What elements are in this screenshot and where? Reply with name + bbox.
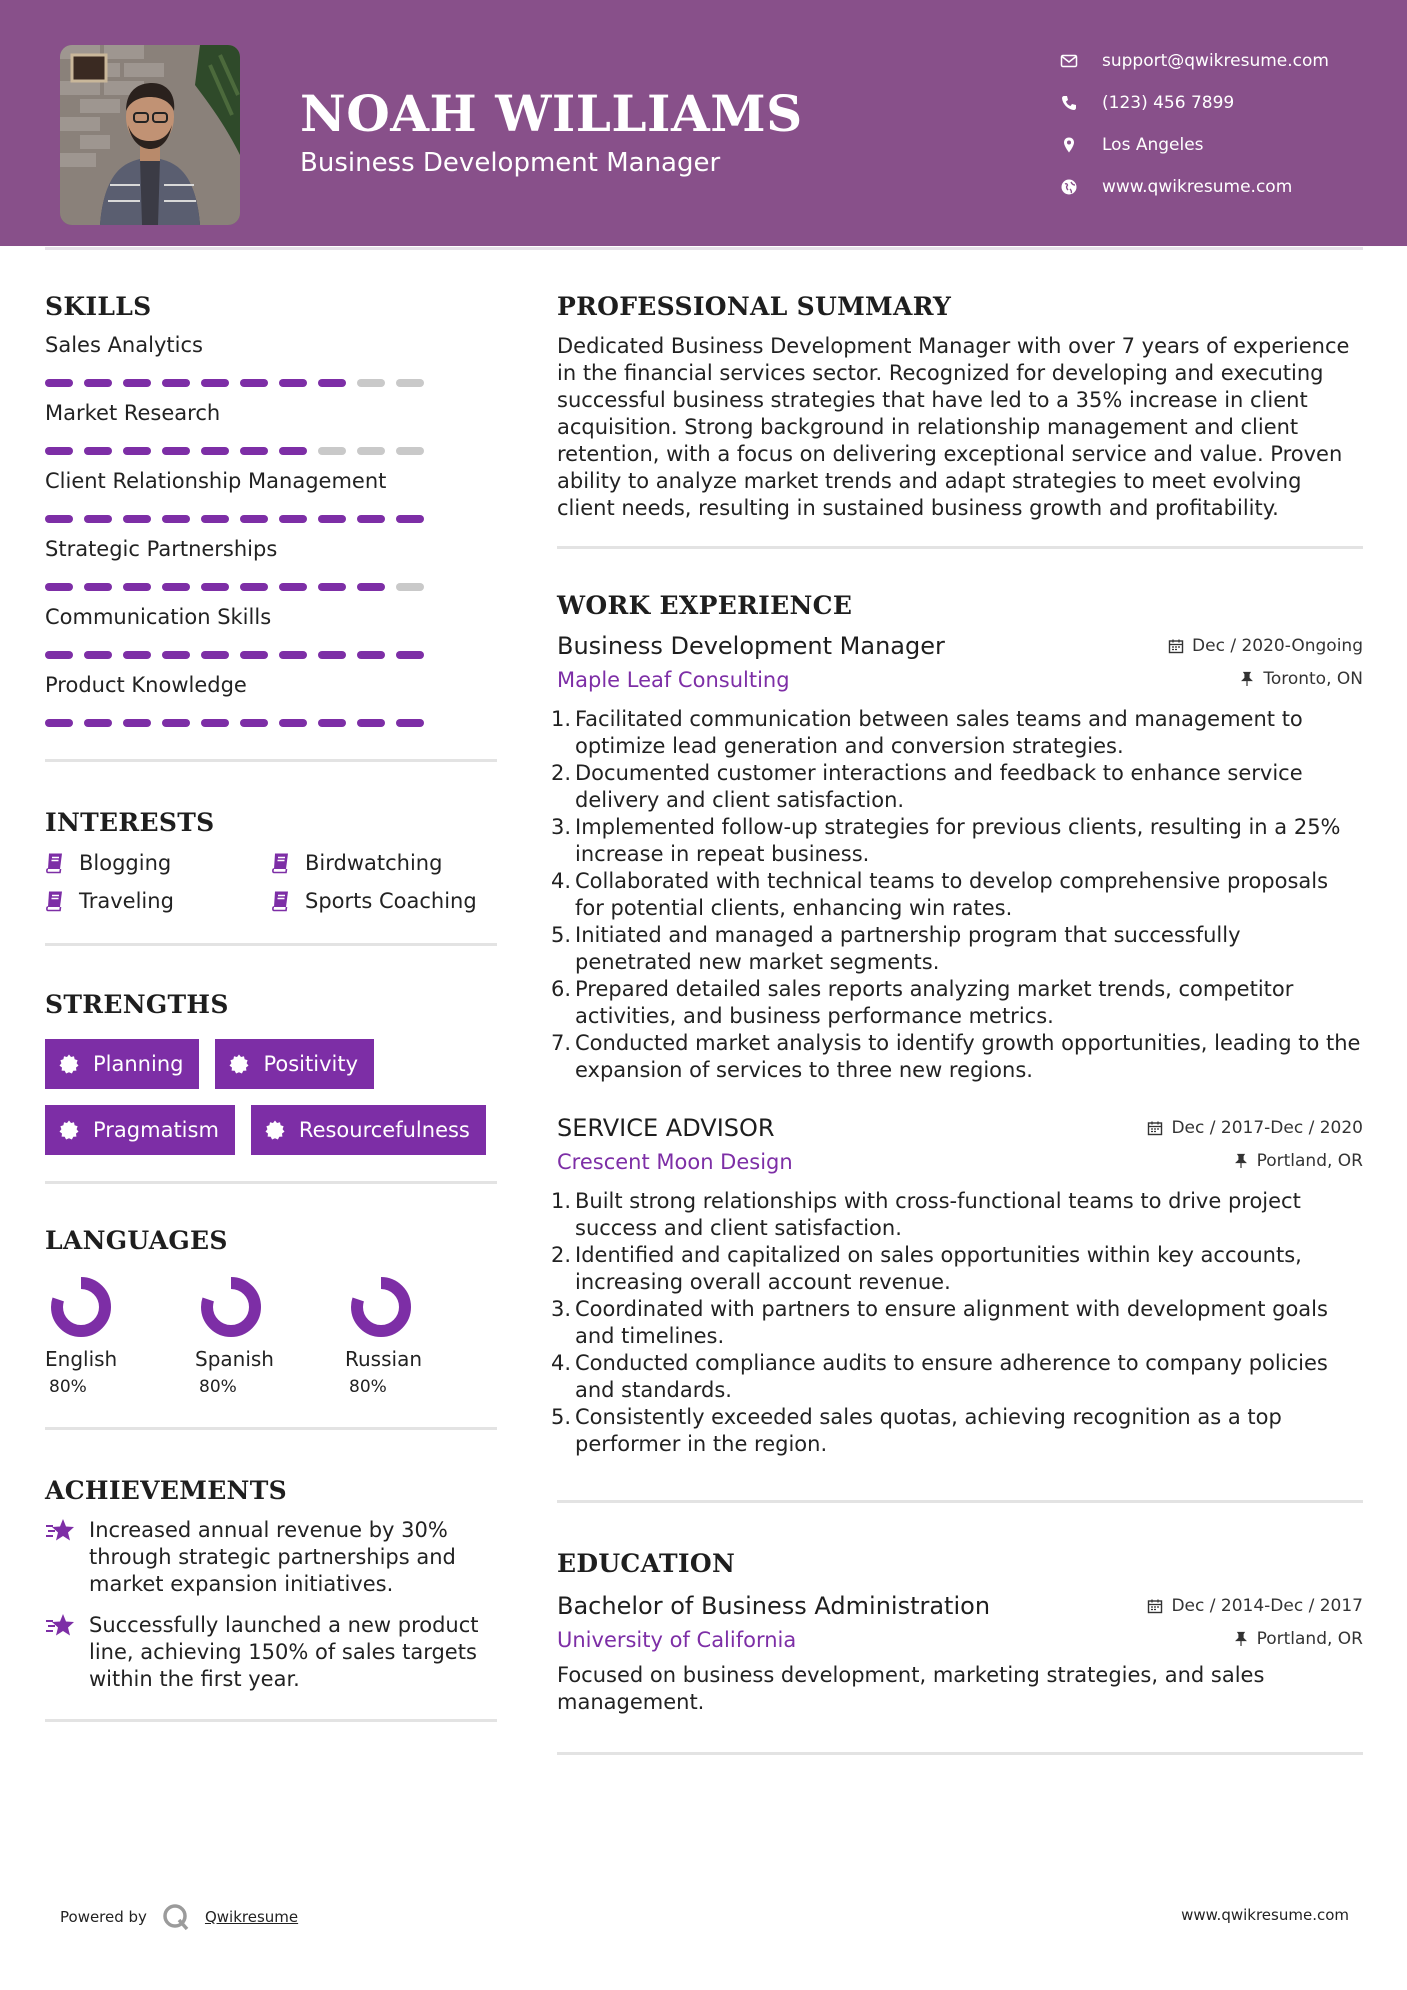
strength-label: Planning [93, 1052, 184, 1076]
job-location [1239, 669, 1363, 689]
skill-dot-filled [357, 583, 385, 591]
language-level: 80% [49, 1377, 87, 1397]
badge-icon [59, 1054, 79, 1074]
skill-dot-filled [396, 515, 424, 523]
achievements-title: ACHIEVEMENTS [45, 1476, 287, 1505]
skill-dot-filled [396, 719, 424, 727]
pushpin-icon [1233, 1153, 1249, 1169]
qwikresume-link[interactable]: Qwikresume [204, 1908, 299, 1926]
languages-section [45, 1226, 497, 1397]
skill-level-bar [45, 379, 497, 387]
skill-dot-filled [201, 515, 229, 523]
skill-level-bar [45, 651, 497, 659]
skill-dot-filled [318, 583, 346, 591]
strength-label: Resourcefulness [298, 1118, 470, 1142]
skill-dot-filled [84, 447, 112, 455]
language-gauge [349, 1275, 413, 1339]
phone-icon [1060, 94, 1078, 112]
summary-section [557, 292, 1363, 522]
language-item [45, 1275, 195, 1397]
job-head [557, 1114, 1363, 1142]
skill-dot-filled [240, 379, 268, 387]
skill-dot-filled [279, 651, 307, 659]
skill-dot-filled [201, 651, 229, 659]
badge-icon [229, 1054, 249, 1074]
skill-dot-filled [201, 583, 229, 591]
map-pin-icon [1060, 136, 1078, 154]
language-name: Russian [345, 1347, 423, 1371]
duty-item: Conducted compliance audits to ensure adherence to company policies and standards. [575, 1351, 1328, 1402]
skills-list [45, 333, 497, 727]
languages-title: LANGUAGES [45, 1226, 228, 1255]
company-name: Maple Leaf Consulting [557, 668, 790, 692]
duties-list [557, 706, 1363, 1084]
duty-item: Prepared detailed sales reports analyzing market trends, competitor activities, and business performance metrics. [575, 977, 1294, 1028]
school-name: University of California [557, 1628, 797, 1652]
languages-list [45, 1275, 497, 1397]
skill-dot-empty [396, 379, 424, 387]
skill-name: Strategic Partnerships [45, 537, 278, 561]
contact-website[interactable] [1060, 166, 1400, 208]
duty-item: Implemented follow-up strategies for previous clients, resulting in a 25% increase in repeat business. [575, 815, 1341, 866]
job-date-text: Dec / 2017-Dec / 2020 [1171, 1118, 1363, 1138]
star-icon [45, 1517, 75, 1545]
interest-label: Traveling [79, 889, 174, 913]
skill-dot-filled [123, 379, 151, 387]
achievements-list [45, 1517, 497, 1693]
skill-dot-filled [162, 515, 190, 523]
contact-email[interactable] [1060, 40, 1400, 82]
job-date [1147, 1118, 1363, 1138]
education-section [557, 1549, 1363, 1716]
candidate-name: NOAH WILLIAMS [300, 84, 803, 143]
education-location-text: Portland, OR [1256, 1629, 1363, 1649]
skill-item [45, 605, 497, 659]
contact-location-text: Los Angeles [1102, 135, 1204, 155]
job-entry [557, 632, 1363, 1084]
footer-url[interactable]: www.qwikresume.com [1181, 1906, 1349, 1924]
language-gauge-arc [57, 1283, 105, 1331]
qwikresume-logo-icon [161, 1902, 191, 1932]
job-subhead [557, 668, 1363, 692]
section-divider [557, 1752, 1363, 1755]
book-icon [45, 890, 65, 912]
strength-chip [45, 1105, 235, 1155]
skill-dot-filled [84, 515, 112, 523]
skill-dot-filled [123, 651, 151, 659]
strengths-title: STRENGTHS [45, 990, 229, 1019]
skill-dot-empty [357, 447, 385, 455]
skill-dot-filled [240, 447, 268, 455]
skill-item [45, 333, 497, 387]
skill-dot-filled [240, 719, 268, 727]
job-location [1233, 1151, 1363, 1171]
profile-photo [60, 45, 240, 225]
job-subhead [557, 1150, 1363, 1174]
skill-dot-filled [162, 447, 190, 455]
skill-dot-filled [318, 719, 346, 727]
skill-dot-empty [318, 447, 346, 455]
skills-title: SKILLS [45, 292, 152, 321]
skill-dot-filled [84, 379, 112, 387]
skill-dot-filled [357, 719, 385, 727]
skill-dot-empty [396, 447, 424, 455]
powered-by-label: Powered by [60, 1908, 147, 1926]
skill-dot-filled [240, 651, 268, 659]
section-divider [45, 943, 497, 946]
contact-email-text: support@qwikresume.com [1102, 51, 1329, 71]
language-level: 80% [349, 1377, 387, 1397]
pushpin-icon [1239, 671, 1255, 687]
summary-text: Dedicated Business Development Manager with over 7 years of experience in the financial services sector. Recognized for developing and executing successful business strategies that have led to a 35% increase in client acquisition. Strong background in relationship management and client retention, with a focus on delivering exceptional service and value. Proven ability to analyze market trends and adapt strategies to meet evolving client needs, resulting in sustained business growth and profitability. [557, 334, 1350, 520]
achievement-item [45, 1517, 497, 1598]
interest-item [271, 889, 497, 913]
globe-icon [1060, 178, 1078, 196]
skill-dot-filled [357, 651, 385, 659]
jobs-list [557, 632, 1363, 1458]
section-divider [45, 1427, 497, 1430]
strength-chip [251, 1105, 486, 1155]
skill-level-bar [45, 583, 497, 591]
skill-dot-filled [45, 583, 73, 591]
skill-name: Sales Analytics [45, 333, 203, 357]
skill-dot-filled [357, 515, 385, 523]
interests-title: INTERESTS [45, 808, 215, 837]
skill-level-bar [45, 447, 497, 455]
skill-level-bar [45, 719, 497, 727]
skill-name: Market Research [45, 401, 221, 425]
right-column [557, 292, 1363, 1755]
duty-item: Built strong relationships with cross-functional teams to drive project success and client satisfaction. [575, 1189, 1301, 1240]
skill-dot-filled [162, 379, 190, 387]
skill-dot-filled [123, 515, 151, 523]
skill-dot-filled [45, 379, 73, 387]
duty-item: Conducted market analysis to identify growth opportunities, leading to the expansion of services to three new regions. [575, 1031, 1361, 1082]
badge-icon [265, 1120, 285, 1140]
duty-item: Coordinated with partners to ensure alignment with development goals and timelines. [575, 1297, 1328, 1348]
candidate-role: Business Development Manager [300, 148, 721, 178]
job-location-text: Portland, OR [1256, 1151, 1363, 1171]
skill-dot-filled [201, 447, 229, 455]
section-divider [45, 1719, 497, 1722]
skill-dot-filled [279, 583, 307, 591]
experience-section [557, 591, 1363, 1458]
achievements-section [45, 1476, 497, 1693]
skill-dot-filled [201, 379, 229, 387]
duty-item: Initiated and managed a partnership program that successfully penetrated new market segments. [575, 923, 1241, 974]
education-subhead [557, 1628, 1363, 1652]
calendar-icon [1147, 1120, 1163, 1136]
job-date [1168, 636, 1363, 656]
book-icon [271, 890, 291, 912]
skill-name: Product Knowledge [45, 673, 247, 697]
achievement-item [45, 1612, 497, 1693]
strength-label: Positivity [263, 1052, 358, 1076]
company-name: Crescent Moon Design [557, 1150, 793, 1174]
language-gauge-arc [357, 1283, 405, 1331]
skill-name: Client Relationship Management [45, 469, 387, 493]
contact-location [1060, 124, 1400, 166]
header-divider [45, 247, 1363, 250]
strength-chip [215, 1039, 374, 1089]
language-item [345, 1275, 495, 1397]
strength-chip [45, 1039, 199, 1089]
language-name: English [45, 1347, 118, 1371]
skill-dot-filled [279, 447, 307, 455]
interests-list [45, 851, 497, 913]
skill-dot-filled [84, 651, 112, 659]
education-head [557, 1592, 1363, 1620]
interests-section [45, 808, 497, 913]
strengths-section [45, 990, 497, 1155]
contact-list [1060, 40, 1400, 208]
skill-dot-filled [396, 651, 424, 659]
job-head [557, 632, 1363, 660]
skill-dot-filled [279, 719, 307, 727]
book-icon [271, 852, 291, 874]
language-gauge-arc [207, 1283, 255, 1331]
experience-title: WORK EXPERIENCE [557, 591, 853, 620]
skill-item [45, 469, 497, 523]
skill-dot-filled [162, 719, 190, 727]
strength-label: Pragmatism [93, 1118, 219, 1142]
skill-dot-filled [45, 719, 73, 727]
skill-dot-filled [45, 515, 73, 523]
job-location-text: Toronto, ON [1263, 669, 1363, 689]
interest-item [45, 851, 271, 875]
language-gauge [49, 1275, 113, 1339]
interest-label: Birdwatching [305, 851, 443, 875]
job-title: Business Development Manager [557, 632, 945, 660]
duty-item: Identified and capitalized on sales opportunities within key accounts, increasing overall account revenue. [575, 1243, 1302, 1294]
pushpin-icon [1233, 1631, 1249, 1647]
section-divider [45, 759, 497, 762]
language-level: 80% [199, 1377, 237, 1397]
skill-dot-filled [123, 719, 151, 727]
book-icon [45, 852, 65, 874]
job-entry [557, 1114, 1363, 1458]
contact-phone-text: (123) 456 7899 [1102, 93, 1235, 113]
skill-dot-filled [201, 719, 229, 727]
skill-dot-filled [318, 515, 346, 523]
skill-dot-filled [318, 651, 346, 659]
skill-dot-filled [240, 515, 268, 523]
duty-item: Consistently exceeded sales quotas, achieving recognition as a top performer in the region. [575, 1405, 1282, 1456]
skill-dot-filled [162, 583, 190, 591]
calendar-icon [1168, 638, 1184, 654]
section-divider [557, 546, 1363, 549]
resume-header [0, 0, 1407, 246]
duty-item: Documented customer interactions and feedback to enhance service delivery and client satisfaction. [575, 761, 1303, 812]
skill-dot-filled [279, 379, 307, 387]
language-gauge [199, 1275, 263, 1339]
interest-item [271, 851, 497, 875]
education-date [1147, 1596, 1363, 1616]
skill-dot-empty [396, 583, 424, 591]
skill-dot-filled [84, 583, 112, 591]
contact-phone[interactable] [1060, 82, 1400, 124]
interest-item [45, 889, 271, 913]
interest-label: Sports Coaching [305, 889, 477, 913]
skills-section [45, 292, 497, 727]
achievement-text: Increased annual revenue by 30% through strategic partnerships and market expansion initiatives. [89, 1518, 456, 1596]
profile-photo-illustration [60, 45, 240, 225]
envelope-icon [1060, 52, 1078, 70]
skill-dot-filled [84, 719, 112, 727]
language-item [195, 1275, 345, 1397]
duty-item: Collaborated with technical teams to develop comprehensive proposals for potential clients, enhancing win rates. [575, 869, 1329, 920]
badge-icon [59, 1120, 79, 1140]
duty-item: Facilitated communication between sales teams and management to optimize lead generation and conversion strategies. [575, 707, 1303, 758]
skill-level-bar [45, 515, 497, 523]
skill-dot-filled [162, 651, 190, 659]
skill-dot-filled [123, 447, 151, 455]
skill-dot-filled [45, 447, 73, 455]
skill-item [45, 673, 497, 727]
degree-title: Bachelor of Business Administration [557, 1592, 991, 1620]
strengths-list [45, 1039, 505, 1155]
contact-website-text: www.qwikresume.com [1102, 177, 1293, 197]
duties-list [557, 1188, 1363, 1458]
skill-dot-filled [240, 583, 268, 591]
interest-label: Blogging [79, 851, 172, 875]
skill-dot-filled [318, 379, 346, 387]
language-name: Spanish [195, 1347, 274, 1371]
star-icon [45, 1612, 75, 1640]
skill-item [45, 537, 497, 591]
skill-dot-filled [123, 583, 151, 591]
skill-dot-empty [357, 379, 385, 387]
education-date-text: Dec / 2014-Dec / 2017 [1171, 1596, 1363, 1616]
calendar-icon [1147, 1598, 1163, 1614]
achievement-text: Successfully launched a new product line, achieving 150% of sales targets within the first year. [89, 1613, 479, 1691]
job-title: SERVICE ADVISOR [557, 1114, 775, 1142]
skill-dot-filled [45, 651, 73, 659]
education-location [1233, 1629, 1363, 1649]
section-divider [557, 1500, 1363, 1503]
job-date-text: Dec / 2020-Ongoing [1192, 636, 1363, 656]
skill-dot-filled [279, 515, 307, 523]
skill-name: Communication Skills [45, 605, 272, 629]
footer-powered [60, 1902, 298, 1932]
left-column [45, 292, 497, 1722]
section-divider [45, 1181, 497, 1184]
education-description: Focused on business development, marketing strategies, and sales management. [557, 1663, 1265, 1714]
summary-title: PROFESSIONAL SUMMARY [557, 292, 952, 321]
education-title: EDUCATION [557, 1549, 736, 1578]
skill-item [45, 401, 497, 455]
